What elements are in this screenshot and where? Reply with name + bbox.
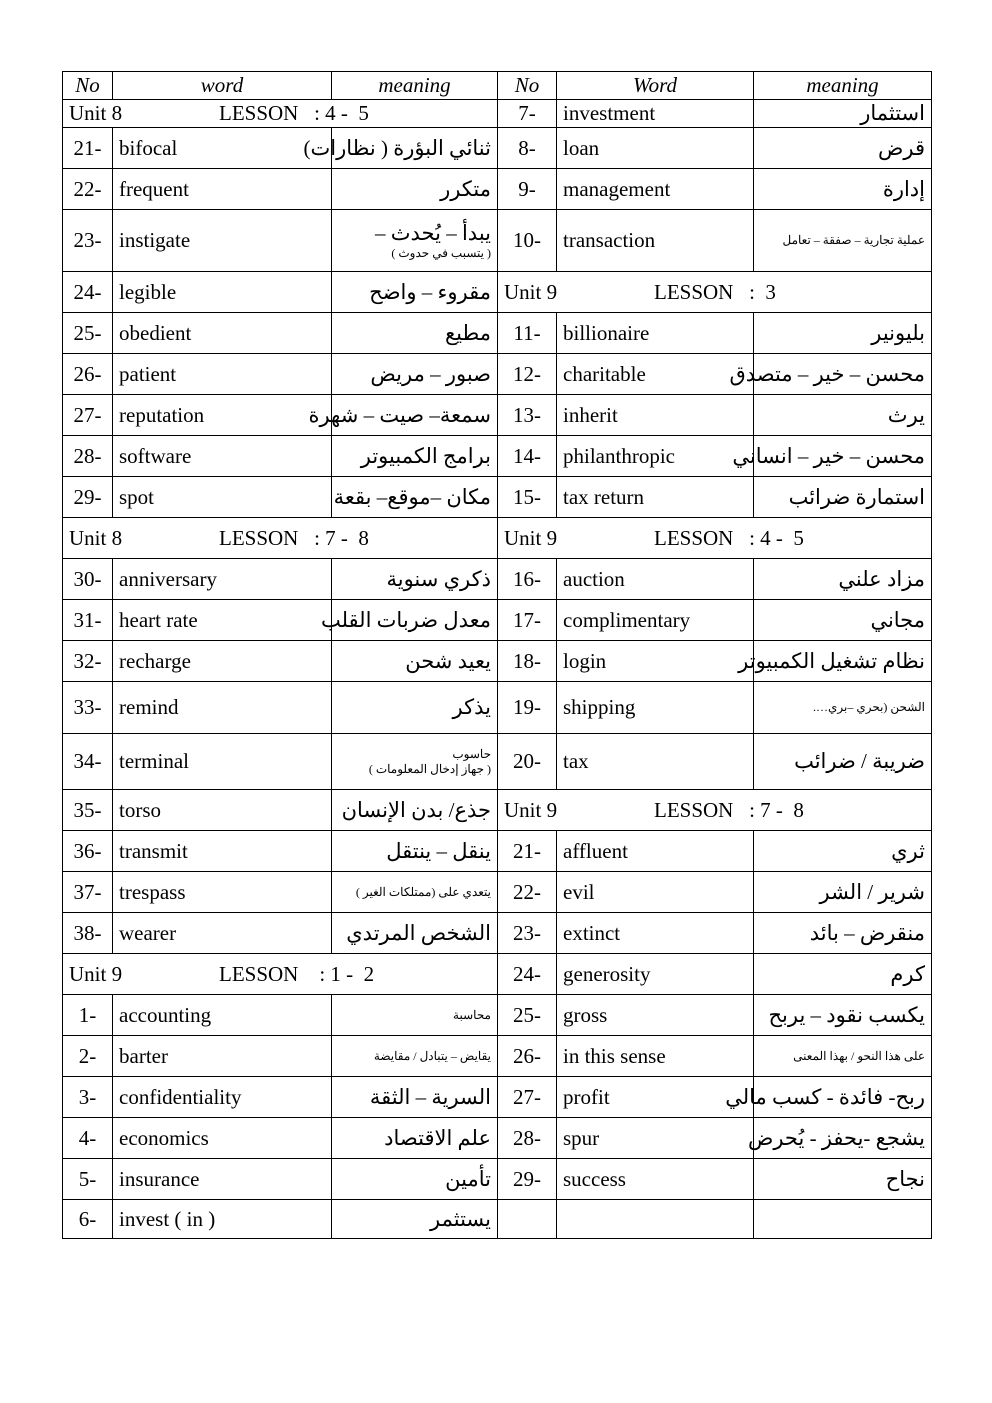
- entry-number: 27-: [63, 395, 113, 436]
- entry-meaning: [332, 734, 498, 790]
- header-no-left: No: [63, 72, 113, 100]
- entry-meaning: نجاح: [754, 1159, 932, 1200]
- entry-number: 7-: [498, 100, 557, 128]
- entry-number: 34-: [63, 734, 113, 790]
- entry-meaning: شرير / الشر: [754, 872, 932, 913]
- unit-lesson-heading: [498, 518, 932, 559]
- table-row: [63, 477, 932, 518]
- entry-word: loan: [557, 128, 754, 169]
- table-row: [63, 395, 932, 436]
- entry-number: 1-: [63, 995, 113, 1036]
- entry-number: 29-: [63, 477, 113, 518]
- entry-word: gross: [557, 995, 754, 1036]
- entry-word: investment: [557, 100, 754, 128]
- entry-meaning: صبور – مريض: [332, 354, 498, 395]
- entry-number: 11-: [498, 313, 557, 354]
- entry-meaning: عملية تجارية – صفقة – تعامل: [754, 210, 932, 272]
- meaning-line-1: يبدأ – يُحدث –: [375, 220, 491, 245]
- entry-word: software: [113, 436, 332, 477]
- lesson-label: LESSON : 4 - 5: [219, 101, 369, 125]
- entry-number: 21-: [498, 831, 557, 872]
- entry-meaning: ينقل – ينتقل: [332, 831, 498, 872]
- entry-meaning: ضريبة / ضرائب: [754, 734, 932, 790]
- header-meaning-left: meaning: [332, 72, 498, 100]
- entry-meaning: علم الاقتصاد: [332, 1118, 498, 1159]
- entry-number: 36-: [63, 831, 113, 872]
- table-row: [63, 313, 932, 354]
- entry-number: 22-: [498, 872, 557, 913]
- entry-word: torso: [113, 790, 332, 831]
- unit-label: Unit 8: [69, 101, 123, 125]
- entry-number: 35-: [63, 790, 113, 831]
- entry-meaning: يرث: [754, 395, 932, 436]
- entry-number: 21-: [63, 128, 113, 169]
- lesson-label: LESSON : 1 - 2: [219, 961, 375, 986]
- table-row: [63, 1036, 932, 1077]
- entry-word: extinct: [557, 913, 754, 954]
- table-row: [63, 1200, 932, 1239]
- entry-word: spur: [557, 1118, 754, 1159]
- entry-meaning: ثري: [754, 831, 932, 872]
- entry-meaning: استمارة ضرائب: [754, 477, 932, 518]
- entry-number: 24-: [63, 272, 113, 313]
- entry-meaning: منقرض – بائد: [754, 913, 932, 954]
- table-row: [63, 790, 932, 831]
- entry-word: billionaire: [557, 313, 754, 354]
- entry-number: 20-: [498, 734, 557, 790]
- table-row: [63, 272, 932, 313]
- unit-lesson-heading: [63, 100, 498, 128]
- entry-number: 4-: [63, 1118, 113, 1159]
- entry-word: barter: [113, 1036, 332, 1077]
- entry-word: accounting: [113, 995, 332, 1036]
- lesson-label: LESSON : 3: [654, 279, 776, 304]
- entry-number: 23-: [498, 913, 557, 954]
- entry-meaning: يشجع -يحفز - يُحرض: [754, 1118, 932, 1159]
- entry-word: legible: [113, 272, 332, 313]
- entry-number: 38-: [63, 913, 113, 954]
- entry-word: management: [557, 169, 754, 210]
- lesson-label: LESSON : 4 - 5: [654, 525, 804, 550]
- entry-number: 30-: [63, 559, 113, 600]
- entry-number: [498, 1200, 557, 1239]
- entry-number: 25-: [498, 995, 557, 1036]
- entry-meaning: استثمار: [754, 100, 932, 128]
- entry-meaning: محسن – خير – متصدق: [754, 354, 932, 395]
- entry-number: 22-: [63, 169, 113, 210]
- meaning-line-2: ( يتسبب في حدوث ): [391, 245, 491, 260]
- table-row: [63, 169, 932, 210]
- table-row: [63, 518, 932, 559]
- unit-label: Unit 9: [504, 797, 558, 822]
- header-no-right: No: [498, 72, 557, 100]
- entry-number: 10-: [498, 210, 557, 272]
- unit-lesson-heading: [63, 518, 498, 559]
- entry-meaning: ثنائي البؤرة ( نظارات): [332, 128, 498, 169]
- entry-word: tax: [557, 734, 754, 790]
- unit-label: Unit 9: [69, 961, 123, 986]
- header-meaning-right: meaning: [754, 72, 932, 100]
- entry-meaning: قرض: [754, 128, 932, 169]
- entry-number: 28-: [63, 436, 113, 477]
- entry-meaning: نظام تشغيل الكمبيوتر: [754, 641, 932, 682]
- entry-number: 37-: [63, 872, 113, 913]
- table-row: [63, 436, 932, 477]
- entry-number: 6-: [63, 1200, 113, 1239]
- entry-word: recharge: [113, 641, 332, 682]
- entry-meaning: برامج الكمبيوتر: [332, 436, 498, 477]
- entry-word: auction: [557, 559, 754, 600]
- entry-word: obedient: [113, 313, 332, 354]
- table-row: [63, 600, 932, 641]
- entry-word: terminal: [113, 734, 332, 790]
- entry-meaning: يعيد شحن: [332, 641, 498, 682]
- meaning-line-1: حاسوب: [452, 746, 491, 761]
- header-row: [63, 72, 932, 100]
- entry-word: charitable: [557, 354, 754, 395]
- entry-meaning: يستثمر: [332, 1200, 498, 1239]
- entry-meaning: مزاد علني: [754, 559, 932, 600]
- entry-word: spot: [113, 477, 332, 518]
- entry-meaning: ذكري سنوية: [332, 559, 498, 600]
- entry-word: transaction: [557, 210, 754, 272]
- entry-meaning: متكرر: [332, 169, 498, 210]
- entry-word: frequent: [113, 169, 332, 210]
- header-word-left: word: [113, 72, 332, 100]
- entry-meaning: الشحن (بحري –بري….: [754, 682, 932, 734]
- entry-number: 29-: [498, 1159, 557, 1200]
- entry-word: in this sense: [557, 1036, 754, 1077]
- entry-word: trespass: [113, 872, 332, 913]
- entry-meaning: على هذا النحو / بهذا المعنى: [754, 1036, 932, 1077]
- table-row: [63, 128, 932, 169]
- unit-lesson-heading: [63, 954, 498, 995]
- entry-word: anniversary: [113, 559, 332, 600]
- entry-number: 14-: [498, 436, 557, 477]
- entry-number: 23-: [63, 210, 113, 272]
- vocabulary-table: [62, 71, 932, 1239]
- entry-word: insurance: [113, 1159, 332, 1200]
- table-row: [63, 210, 932, 272]
- entry-word: remind: [113, 682, 332, 734]
- unit-lesson-heading: [498, 272, 932, 313]
- unit-lesson-heading: [498, 790, 932, 831]
- entry-number: 2-: [63, 1036, 113, 1077]
- entry-meaning: [332, 210, 498, 272]
- entry-word: heart rate: [113, 600, 332, 641]
- entry-word: generosity: [557, 954, 754, 995]
- entry-word: profit: [557, 1077, 754, 1118]
- table-row: [63, 559, 932, 600]
- entry-word: patient: [113, 354, 332, 395]
- entry-word: economics: [113, 1118, 332, 1159]
- entry-number: 26-: [498, 1036, 557, 1077]
- table-body: [63, 100, 932, 1239]
- entry-word: login: [557, 641, 754, 682]
- table-row: [63, 995, 932, 1036]
- entry-number: 19-: [498, 682, 557, 734]
- entry-meaning: تأمين: [332, 1159, 498, 1200]
- table-row: [63, 641, 932, 682]
- entry-meaning: مقروء – واضح: [332, 272, 498, 313]
- entry-number: 32-: [63, 641, 113, 682]
- entry-meaning: الشخص المرتدي: [332, 913, 498, 954]
- unit-label: Unit 8: [69, 525, 123, 550]
- entry-word: wearer: [113, 913, 332, 954]
- entry-meaning: سمعة– صيت – شهرة: [332, 395, 498, 436]
- entry-word: transmit: [113, 831, 332, 872]
- entry-number: 31-: [63, 600, 113, 641]
- entry-number: 33-: [63, 682, 113, 734]
- meaning-line-2: ( جهاز إدخال المعلومات ): [368, 761, 491, 776]
- entry-word: reputation: [113, 395, 332, 436]
- entry-word: [557, 1200, 754, 1239]
- entry-meaning: جذع/ بدن الإنسان: [332, 790, 498, 831]
- entry-meaning: محسن – خير – انساني: [754, 436, 932, 477]
- entry-meaning: مكان –موقع– بقعة: [332, 477, 498, 518]
- entry-number: 12-: [498, 354, 557, 395]
- entry-number: 15-: [498, 477, 557, 518]
- entry-number: 16-: [498, 559, 557, 600]
- table-row: [63, 872, 932, 913]
- entry-number: 17-: [498, 600, 557, 641]
- entry-number: 28-: [498, 1118, 557, 1159]
- entry-word: shipping: [557, 682, 754, 734]
- entry-word: evil: [557, 872, 754, 913]
- table-row: [63, 831, 932, 872]
- entry-number: 24-: [498, 954, 557, 995]
- entry-meaning: يكسب نقود – يربح: [754, 995, 932, 1036]
- table-row: [63, 954, 932, 995]
- entry-meaning: مطيع: [332, 313, 498, 354]
- header-word-right: Word: [557, 72, 754, 100]
- table-row: [63, 1159, 932, 1200]
- entry-number: 18-: [498, 641, 557, 682]
- entry-word: invest ( in ): [113, 1200, 332, 1239]
- entry-meaning: إدارة: [754, 169, 932, 210]
- table-row: [63, 1077, 932, 1118]
- entry-number: 27-: [498, 1077, 557, 1118]
- entry-meaning: يقايض – يتبادل / مقايضة: [332, 1036, 498, 1077]
- entry-word: tax return: [557, 477, 754, 518]
- lesson-label: LESSON : 7 - 8: [654, 797, 804, 822]
- entry-meaning: ربح- فائدة - كسب مالي: [754, 1077, 932, 1118]
- table-row: [63, 734, 932, 790]
- table-row: [63, 100, 932, 128]
- entry-number: 3-: [63, 1077, 113, 1118]
- entry-word: philanthropic: [557, 436, 754, 477]
- entry-word: complimentary: [557, 600, 754, 641]
- entry-meaning: مجاني: [754, 600, 932, 641]
- entry-meaning: [754, 1200, 932, 1239]
- table-row: [63, 913, 932, 954]
- entry-meaning: محاسبة: [332, 995, 498, 1036]
- entry-number: 13-: [498, 395, 557, 436]
- entry-meaning: كرم: [754, 954, 932, 995]
- entry-word: bifocal: [113, 128, 332, 169]
- entry-word: inherit: [557, 395, 754, 436]
- entry-word: success: [557, 1159, 754, 1200]
- entry-meaning: يتعدي على (ممتلكات الغير ): [332, 872, 498, 913]
- table-row: [63, 1118, 932, 1159]
- entry-number: 5-: [63, 1159, 113, 1200]
- entry-meaning: السرية – الثقة: [332, 1077, 498, 1118]
- table-row: [63, 682, 932, 734]
- lesson-label: LESSON : 7 - 8: [219, 525, 369, 550]
- entry-number: 25-: [63, 313, 113, 354]
- entry-word: confidentiality: [113, 1077, 332, 1118]
- entry-meaning: معدل ضربات القلب: [332, 600, 498, 641]
- entry-word: affluent: [557, 831, 754, 872]
- entry-number: 26-: [63, 354, 113, 395]
- entry-meaning: بليونير: [754, 313, 932, 354]
- unit-label: Unit 9: [504, 525, 558, 550]
- unit-label: Unit 9: [504, 279, 558, 304]
- entry-number: 9-: [498, 169, 557, 210]
- entry-word: instigate: [113, 210, 332, 272]
- table-row: [63, 354, 932, 395]
- entry-meaning: يذكر: [332, 682, 498, 734]
- entry-number: 8-: [498, 128, 557, 169]
